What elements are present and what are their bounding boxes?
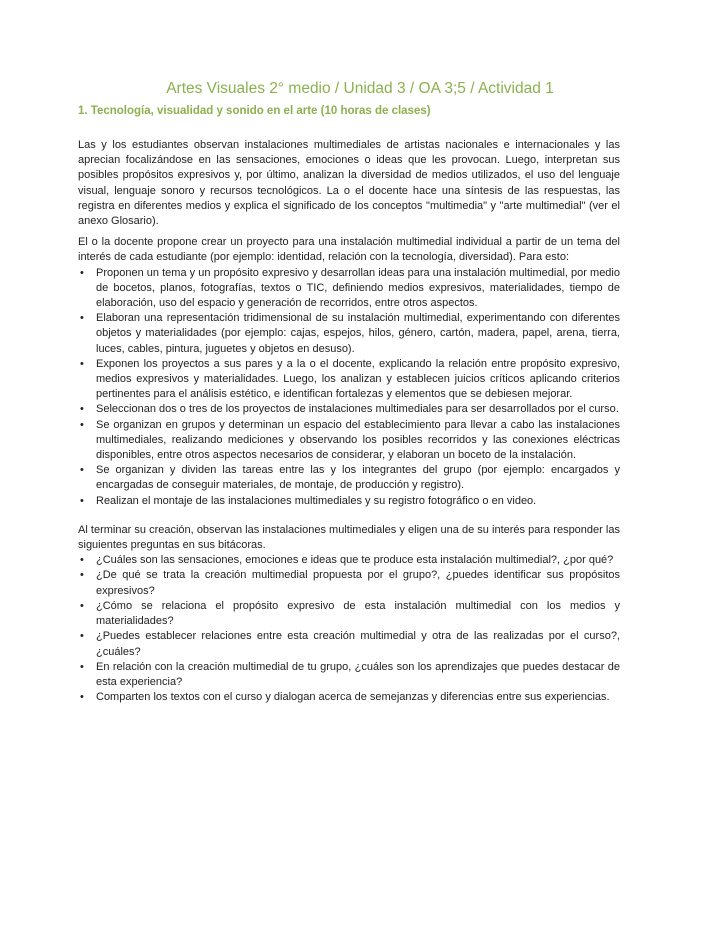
list-item <box>78 311 620 357</box>
bullet-icon: • <box>80 554 84 567</box>
list-item-text: Realizan el montaje de las instalaciones multimediales y su registro fotográfico o en video. <box>96 494 537 507</box>
bullet-icon: • <box>80 403 84 416</box>
bullet-icon: • <box>80 660 84 673</box>
list-item-text: Proponen un tema y un propósito expresivo y desarrollan ideas para una instalación multimedial, por medio de bocetos, planos, fotografías, textos o TIC, definiendo medios expresivos, materialidades, tiempo de elaboración, uso del espacio y generación de recorridos, entre otros aspectos. <box>96 266 620 310</box>
project-steps-list <box>78 266 620 509</box>
paragraph-intro: Las y los estudiantes observan instalaciones multimediales de artistas nacionales e internacionales y las aprecian focalizándose en las sensaciones, emociones o ideas que les provocan. Luego, interpretan sus posibles propósitos expresivos y, por último, analizan la diversidad de medios utilizados, el uso del lenguaje visual, lenguaje sonoro y recursos tecnológicos. La o el docente hace una síntesis de las respuestas, las registra en diferentes medios y explica el significado de los conceptos "multimedia" y "arte multimedial" (ver el anexo Glosario). <box>78 139 620 228</box>
list-item <box>78 494 620 509</box>
paragraph-project: El o la docente propone crear un proyecto para una instalación multimedial individual a partir de un tema del interés de cada estudiante (por ejemplo: identidad, relación con la tecnología, diversidad). Para esto: <box>78 236 620 264</box>
paragraph-reflection: Al terminar su creación, observan las instalaciones multimediales y eligen una de su interés para responder las siguientes preguntas en sus bitácoras. <box>78 523 620 552</box>
list-item <box>78 418 620 464</box>
bullet-icon: • <box>80 630 84 643</box>
list-item-text: Elaboran una representación tridimensional de su instalación multimedial, experimentando con diferentes objetos y materialidades (por ejemplo: cajas, espejos, hilos, género, cartón, madera, papel, arena, tierra, luces, cables, pintura, juguetes y objetos en desuso). <box>96 312 620 355</box>
list-item-text: ¿Puedes establecer relaciones entre esta creación multimedial y otra de las realizadas por el curso?, ¿cuáles? <box>96 630 620 658</box>
section-heading: 1. Tecnología, visualidad y sonido en el arte (10 horas de clases) <box>78 105 431 117</box>
bullet-icon: • <box>80 569 84 582</box>
bullet-icon: • <box>80 266 84 279</box>
list-item <box>78 553 620 568</box>
list-item-text: Se organizan y dividen las tareas entre las y los integrantes del grupo (por ejemplo: encargados y encargadas de conseguir materiales, de montaje, de producción y registro). <box>96 464 620 492</box>
bullet-icon: • <box>80 464 84 477</box>
list-item-text: ¿Cómo se relaciona el propósito expresivo de esta instalación multimedial con los medios y materialidades? <box>96 599 620 628</box>
bullet-icon: • <box>80 494 84 507</box>
list-item <box>78 599 620 629</box>
bullet-icon: • <box>80 691 84 704</box>
document-body <box>78 138 620 713</box>
list-item-text: Se organizan en grupos y determinan un espacio del establecimiento para llevar a cabo las instalaciones multimediales, realizando mediciones y observando los posibles recorridos y las conexiones eléctricas disponibles, entre otros aspectos necesarios de considerar, y elaboran un boceto de la instalación. <box>96 418 620 462</box>
list-item <box>78 660 620 690</box>
list-item <box>78 266 620 312</box>
list-item-text: En relación con la creación multimedial de tu grupo, ¿cuáles son los aprendizajes que puedes destacar de esta experiencia? <box>96 660 620 688</box>
bullet-icon: • <box>80 418 84 431</box>
bullet-icon: • <box>80 599 84 612</box>
bullet-icon: • <box>80 357 84 370</box>
page-title: Artes Visuales 2° medio / Unidad 3 / OA 3;5 / Actividad 1 <box>166 80 554 97</box>
list-item-text: Seleccionan dos o tres de los proyectos de instalaciones multimediales para ser desarrollados por el curso. <box>96 403 619 416</box>
list-item-text: ¿Cuáles son las sensaciones, emociones e ideas que te produce esta instalación multimedial?, ¿por qué? <box>96 554 614 567</box>
list-item <box>78 568 620 598</box>
list-item-text: Comparten los textos con el curso y dialogan acerca de semejanzas y diferencias entre sus experiencias. <box>96 691 610 704</box>
bullet-icon: • <box>80 312 84 325</box>
list-item <box>78 463 620 493</box>
list-item <box>78 402 620 417</box>
list-item-text: ¿De qué se trata la creación multimedial propuesta por el grupo?, ¿puedes identificar sus propósitos expresivos? <box>96 569 620 597</box>
questions-list <box>78 553 620 705</box>
list-item-text: Exponen los proyectos a sus pares y a la o el docente, explicando la relación entre propósito expresivo, medios expresivos y materialidades. Luego, los analizan y establecen juicios críticos aplicando criterios pertinentes para el análisis estético, e identifican fortalezas y elementos que se debiesen mejorar. <box>96 357 620 401</box>
list-item <box>78 629 620 659</box>
list-item <box>78 357 620 403</box>
list-item <box>78 690 620 705</box>
